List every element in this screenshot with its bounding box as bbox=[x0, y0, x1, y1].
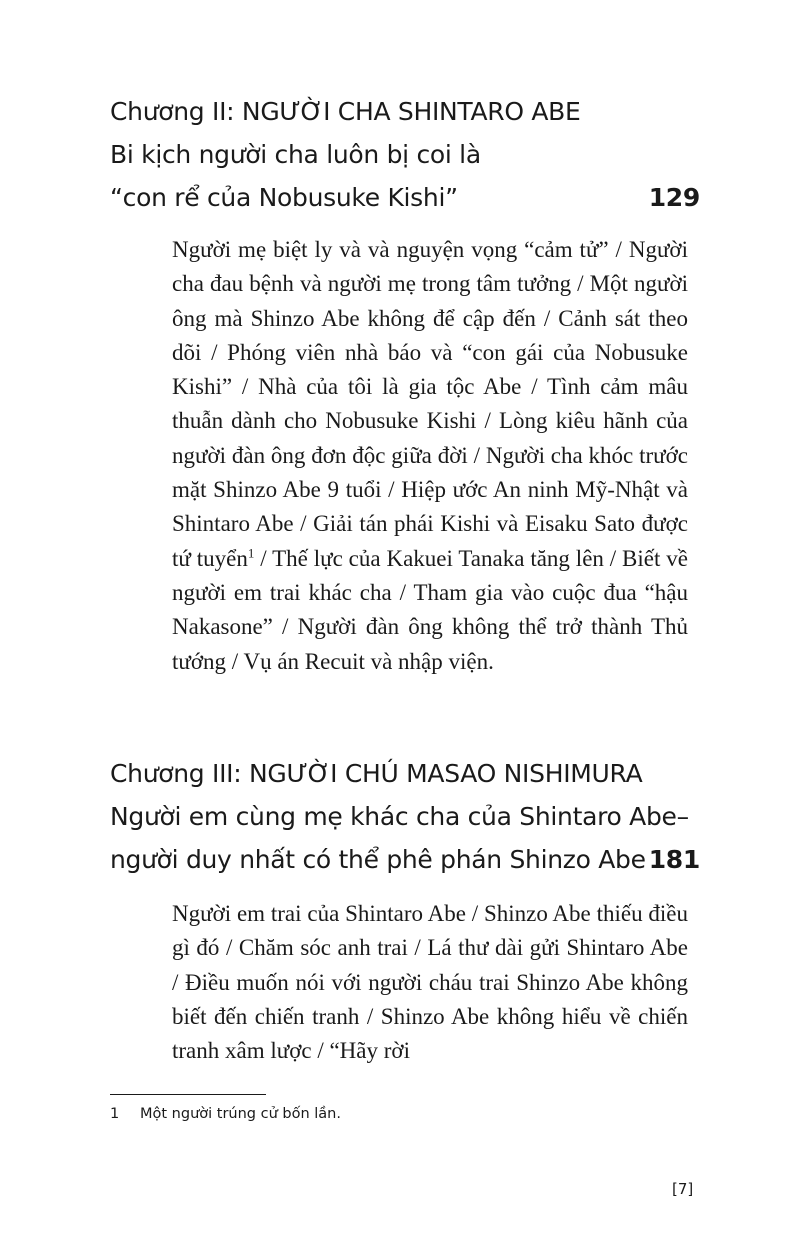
chapter-3-title: Chương III: NGƯỜI CHÚ MASAO NISHIMURA bbox=[110, 759, 643, 788]
footnote-text: Một người trúng cử bốn lần. bbox=[140, 1106, 341, 1122]
chapter-2-subtitle-line2: “con rể của Nobusuke Kishi” bbox=[110, 183, 458, 212]
chapter-3-entry bbox=[110, 752, 700, 1091]
chapter-2-summary-part2: / Thế lực của Kakuei Tanaka tăng lên / Biết về người em trai khác cha / Tham gia vào cuộc đua “hậu Nakasone” / Người đàn ông không thể trở thành Thủ tướng / Vụ án Recuit và nhập viện. bbox=[172, 545, 688, 674]
chapter-2-title: Chương II: NGƯỜI CHA SHINTARO ABE bbox=[110, 97, 581, 126]
chapter-3-subtitle-line2: người duy nhất có thể phê phán Shinzo Abe bbox=[110, 845, 646, 874]
footnote bbox=[110, 1106, 341, 1122]
chapter-3-summary: Người em trai của Shintaro Abe / Shinzo Abe thiếu điều gì đó / Chăm sóc anh trai / Lá thư dài gửi Shintaro Abe / Điều muốn nói với người cháu trai Shinzo Abe không biết đến chiến tranh / Shinzo Abe không hiểu về chiến tranh xâm lược / “Hãy rời bbox=[172, 901, 688, 1064]
chapter-2-summary-part1: Người mẹ biệt ly và và nguyện vọng “cảm tử” / Người cha đau bệnh và người mẹ trong tâm tưởng / Một người ông mà Shinzo Abe không để cập đến / Cảnh sát theo dõi / Phóng viên nhà báo và “con gái của Nobusuke Kishi” / Nhà của tôi là gia tộc Abe / Tình cảm mâu thuẫn dành cho Nobusuke Kishi / Lòng kiêu hãnh của người đàn ông đơn độc giữa đời / Người cha khóc trước mặt Shinzo Abe 9 tuổi / Hiệp ước An ninh Mỹ-Nhật và Shintaro Abe / Giải tán phái Kishi và Eisaku Sato được tứ tuyển bbox=[172, 237, 688, 571]
chapter-2-entry bbox=[110, 90, 700, 702]
chapter-3-subtitle-line1: Người em cùng mẹ khác cha của Shintaro Abe– bbox=[110, 802, 689, 831]
chapter-3-subtitle-row bbox=[110, 838, 700, 881]
page-number: [7] bbox=[672, 1180, 694, 1198]
chapter-2-subtitle-row bbox=[110, 176, 700, 219]
footnote-number: 1 bbox=[110, 1106, 120, 1122]
chapter-3-page-number: 181 bbox=[648, 845, 700, 874]
chapter-2-subtitle-line1: Bi kịch người cha luôn bị coi là bbox=[110, 140, 481, 169]
chapter-2-summary bbox=[172, 233, 688, 679]
footnote-reference: 1 bbox=[247, 545, 255, 561]
footnote-divider bbox=[110, 1094, 266, 1095]
chapter-2-page-number: 129 bbox=[648, 183, 700, 212]
